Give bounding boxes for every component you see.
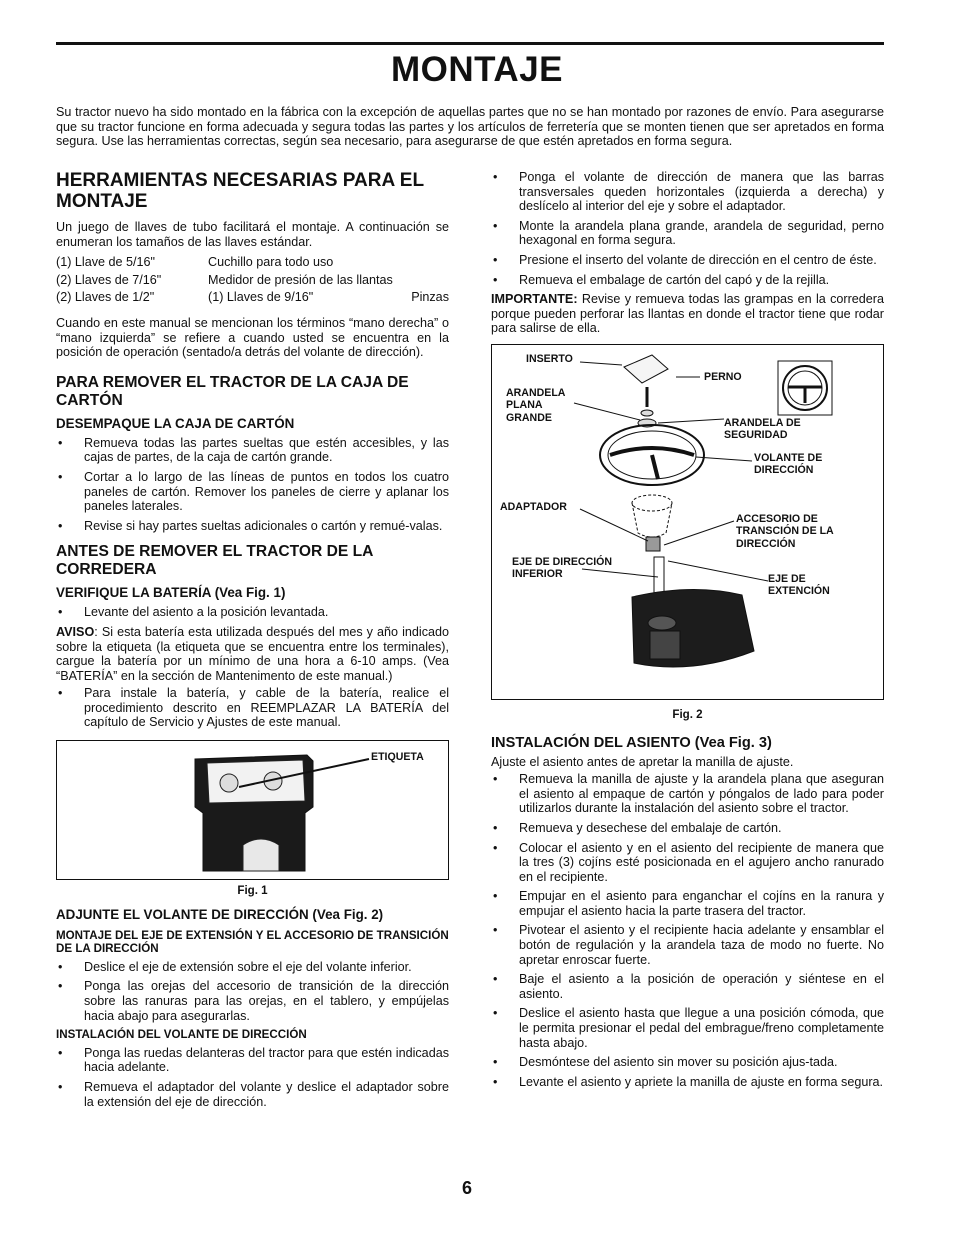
unpack-subheading: DESEMPAQUE LA CAJA DE CARTÓN: [56, 415, 295, 431]
list-item: • Ponga el volante de dirección de manera que las barras transversales queden horizontales (izquierda a derecha) y deslícelo al interior del eje y sobre el adaptador.: [491, 170, 884, 214]
aviso-paragraph: [56, 625, 449, 683]
list-item: • Levante el asiento y apriete la manilla de ajuste en forma segura.: [491, 1075, 884, 1090]
label-etiqueta: ETIQUETA: [371, 751, 424, 764]
list-item: • Deslice el asiento hasta que llegue a una posición cómoda, que le permita presionar el pedal del embrague/freno completamente hasta abajo.: [491, 1006, 884, 1050]
label-inserto: INSERTO: [526, 352, 573, 365]
list-item: • Remueva la manilla de ajuste y la arandela plana que aseguran el asiento al empaque de cartón y póngalos de lado para poder utilizarlos durante la instalación del asiento sobre el tractor.: [491, 772, 884, 816]
aviso-text: : Si esta batería esta utilizada después del mes y año indicado sobre la etiqueta (la etiqueta que se encuentra entre los terminales), cargue la batería por un mínimo de una hora a 6-10 amps. (Vea “BATERÍA” en la sección de Mantenimento de este manual.): [56, 624, 449, 683]
wheel-steps-list: [491, 170, 884, 287]
unpack-list: [56, 436, 449, 534]
remove-box-heading: PARA REMOVER EL TRACTOR DE LA CAJA DE CARTÓN: [56, 373, 409, 409]
extension-subheading: MONTAJE DEL EJE DE EXTENSIÓN Y EL ACCESORIO DE TRANSICIÓN DE LA DIRECCIÓN: [56, 928, 449, 956]
wheel-install-subheading: INSTALACIÓN DEL VOLANTE DE DIRECCIÓN: [56, 1028, 307, 1042]
list-item: • Revise si hay partes sueltas adicionales o cartón y remué-valas.: [56, 519, 449, 534]
figure-2-caption: Fig. 2: [672, 707, 703, 721]
list-item: • Presione el inserto del volante de dirección en el centro de éste.: [491, 253, 884, 268]
intro-paragraph: Su tractor nuevo ha sido montado en la fábrica con la excepción de aquellas partes que no se han montado por razones de envío. Para asegurarse que su tractor funcione en forma adecuada y segura todas las partes y los artículos de ferretería que se monten tienen que ser apretados en forma segura. Use las herramientas correctas, según sea necesario, para asegurarse de que estén apretados en forma segura.: [56, 105, 884, 149]
list-item: • Baje el asiento a la posición de operación y siéntese en el asiento.: [491, 972, 884, 1001]
seat-heading: INSTALACIÓN DEL ASIENTO (Vea Fig. 3): [491, 734, 772, 751]
tool-cell: Pinzas: [411, 290, 449, 305]
table-row: [56, 273, 449, 291]
list-item: • Pivotear el asiento y el recipiente hacia adelante y ensamblar el botón de regulación y la arandela taza de modo no fuerte. No apretar enroscar fuerte.: [491, 923, 884, 967]
before-remove-heading: ANTES DE REMOVER EL TRACTOR DE LA CORREDERA: [56, 543, 373, 579]
label-adaptador: ADAPTADOR: [500, 500, 567, 513]
figure-1: [56, 740, 449, 880]
figure-2: [491, 344, 884, 700]
tools-table: [56, 255, 449, 308]
tool-cell: (1) Llave de 5/16": [56, 255, 155, 270]
important-paragraph: [491, 292, 884, 336]
list-item: • Monte la arandela plana grande, arandela de seguridad, perno hexagonal en forma segura.: [491, 219, 884, 248]
battery-list-2: [56, 686, 449, 730]
list-item: • Deslice el eje de extensión sobre el eje del volante inferior.: [56, 960, 449, 975]
label-eje-inferior: EJE DE DIRECCIÓN INFERIOR: [512, 555, 613, 581]
aviso-label: AVISO: [56, 624, 95, 639]
label-perno: PERNO: [704, 370, 742, 383]
table-row: [56, 255, 449, 273]
page-title: MONTAJE: [390, 50, 564, 89]
label-arandela-plana: ARANDELA PLANA GRANDE: [506, 386, 566, 424]
list-item: • Remueva el adaptador del volante y deslice el adaptador sobre la extensión del eje de dirección.: [56, 1080, 449, 1109]
tool-cell: (1) Llaves de 9/16": [208, 290, 314, 305]
list-item: • Cortar a lo largo de las líneas de puntos en todos los cuatro paneles de cartón. Remover los paneles de cierre y aplanar los paneles laterales.: [56, 470, 449, 514]
hand-note: Cuando en este manual se mencionan los términos “mano derecha” o “mano izquierda” se refiere a cuando usted se encuentra en la posición de operación (sentado/a detrás del volante de dirección).: [56, 315, 449, 360]
wheel-install-list: [56, 1046, 449, 1109]
important-label: IMPORTANTE:: [491, 292, 578, 307]
list-item: • Para instale la batería, y cable de la batería, realice el procedimiento descrito en REEMPLAZAR LA BATERÍA del capítulo de Servicio y Ajustes de este manual.: [56, 686, 449, 730]
tool-cell: Medidor de presión de las llantas: [208, 272, 393, 287]
steering-heading: ADJUNTE EL VOLANTE DE DIRECCIÓN (Vea Fig. 2): [56, 906, 384, 922]
list-item: • Ponga las orejas del accesorio de transición de la dirección sobre las ranuras para las orejas, en el tablero, y empújelas hacia abajo para asegurarlas.: [56, 979, 449, 1023]
list-item: • Colocar el asiento y en el asiento del recipiente de manera que la tres (3) cojíns esté posicionada en el agujero ancho ranurado en el recipiente.: [491, 841, 884, 885]
seat-list: [491, 772, 884, 1089]
list-item: • Remueva el embalage de cartón del capó y de la rejilla.: [491, 273, 884, 288]
tools-heading: HERRAMIENTAS NECESARIAS PARA EL MONTAJE: [56, 170, 424, 212]
top-rule: [56, 42, 884, 45]
list-item: • Remueva todas las partes sueltas que estén accesibles, y las cajas de partes, de la caja de cartón grande.: [56, 436, 449, 465]
battery-list-1: [56, 605, 449, 620]
tool-cell: (2) Llaves de 1/2": [56, 290, 155, 305]
extension-list: [56, 960, 449, 1023]
seat-text: Ajuste el asiento antes de apretar la manilla de ajuste.: [491, 754, 794, 769]
page-number: 6: [462, 1178, 473, 1198]
left-column: [56, 170, 449, 1114]
battery-subheading: VERIFIQUE LA BATERÍA (Vea Fig. 1): [56, 585, 286, 601]
label-eje-extension: EJE DE EXTENCIÓN: [768, 572, 830, 598]
list-item: • Desmóntese del asiento sin mover su posición ajus-tada.: [491, 1055, 884, 1070]
tools-text: Un juego de llaves de tubo facilitará el montaje. A continuación se enumeran los tamaños de las llaves estándar.: [56, 220, 449, 249]
list-item: • Empujar en el asiento para enganchar el cojíns en la ranura y empujar el asiento hacia la parte trasera del tractor.: [491, 889, 884, 918]
tool-cell: [408, 273, 449, 291]
important-text: Revise y remueva todas las grampas en la corredera porque pueden perforar las llantas en donde el tractor tiene que rodar para salirse de ella.: [491, 292, 884, 336]
list-item: • Ponga las ruedas delanteras del tractor para que estén indicadas hacia adelante.: [56, 1046, 449, 1075]
tool-cell: Cuchillo para todo uso: [208, 255, 334, 270]
tool-cell: [408, 255, 449, 273]
list-item: • Levante del asiento a la posición levantada.: [56, 605, 449, 620]
tool-cell: (2) Llaves de 7/16": [56, 272, 162, 287]
label-accesorio: ACCESORIO DE TRANSCIÓN DE LA DIRECCIÓN: [736, 512, 834, 550]
figure-1-caption: Fig. 1: [237, 884, 268, 898]
table-row: [56, 290, 449, 308]
label-arandela-seguridad: ARANDELA DE SEGURIDAD: [724, 416, 801, 442]
label-volante: VOLANTE DE DIRECCIÓN: [754, 451, 823, 477]
right-column: [491, 170, 884, 1094]
list-item: • Remueva y desechese del embalaje de cartón.: [491, 821, 884, 836]
